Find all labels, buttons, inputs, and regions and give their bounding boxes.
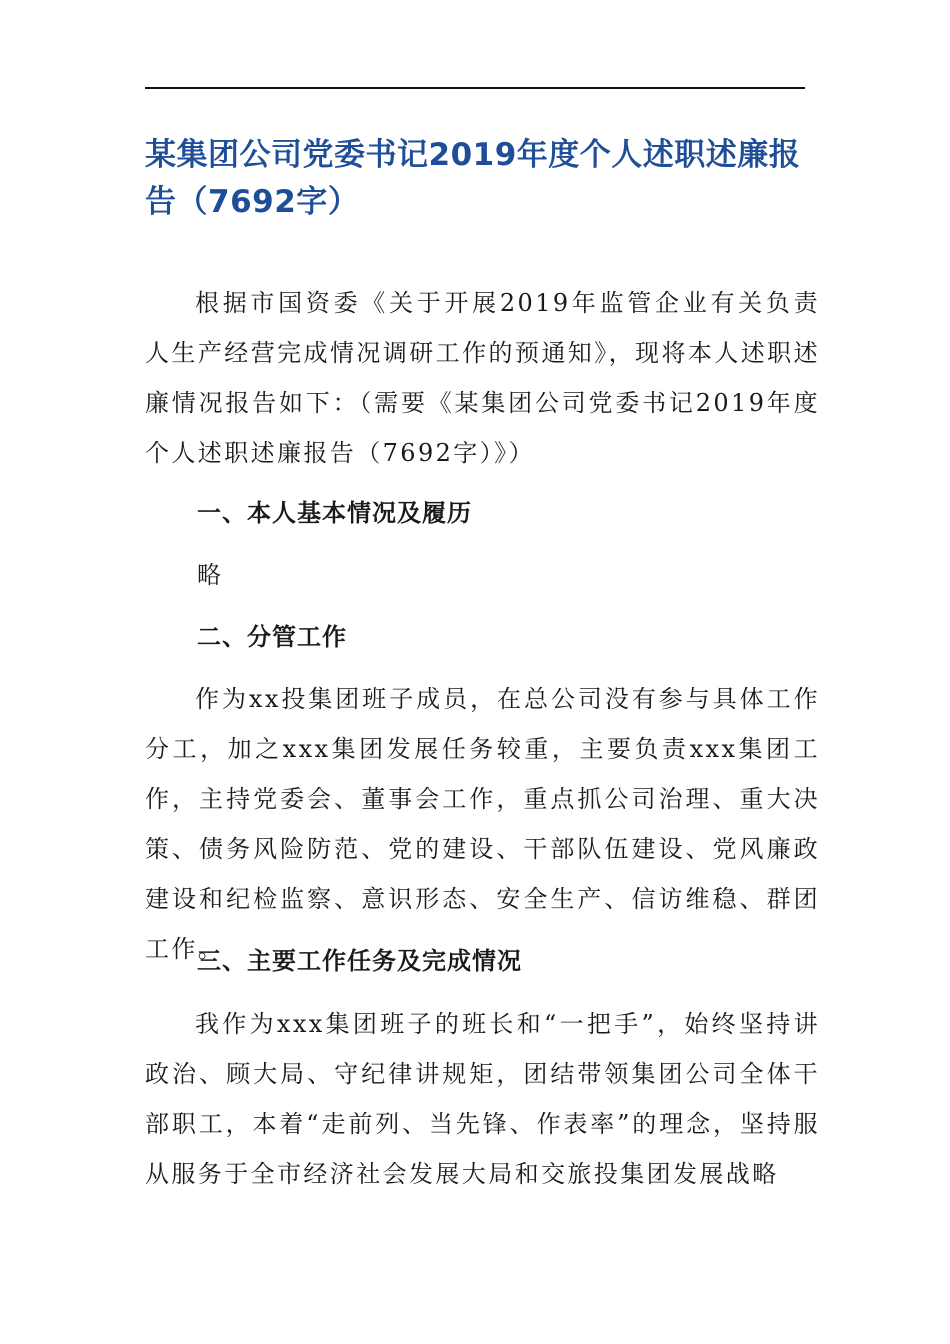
section-2-paragraph: 作为xx投集团班子成员，在总公司没有参与具体工作分工，加之xxx集团发展任务较重，主要负责xxx集团工作，主持党委会、董事会工作，重点抓公司治理、重大决策、债务风险防范、党的建设、干部队伍建设、党风廉政建设和纪检监察、意识形态、安全生产、信访维稳、群团工作。 bbox=[145, 685, 820, 963]
header-rule bbox=[145, 87, 805, 89]
section-3-heading: 三、主要工作任务及完成情况 bbox=[197, 947, 522, 975]
section-2-heading: 二、分管工作 bbox=[197, 623, 347, 651]
section-1-text: 略 bbox=[197, 561, 221, 589]
section-1-heading: 一、本人基本情况及履历 bbox=[197, 499, 472, 527]
intro-paragraph: 根据市国资委《关于开展2019年监管企业有关负责人生产经营完成情况调研工作的预通知》，现将本人述职述廉情况报告如下：（需要《某集团公司党委书记2019年度个人述职述廉报告（7692字）》） bbox=[145, 289, 820, 467]
document-title: 某集团公司党委书记2019年度个人述职述廉报告（7692字） bbox=[145, 137, 801, 220]
section-3-paragraph: 我作为xxx集团班子的班长和“一把手”，始终坚持讲政治、顾大局、守纪律讲规矩，团结带领集团公司全体干部职工，本着“走前列、当先锋、作表率”的理念，坚持服从服务于全市经济社会发展大局和交旅投集团发展战略 bbox=[145, 1010, 820, 1188]
